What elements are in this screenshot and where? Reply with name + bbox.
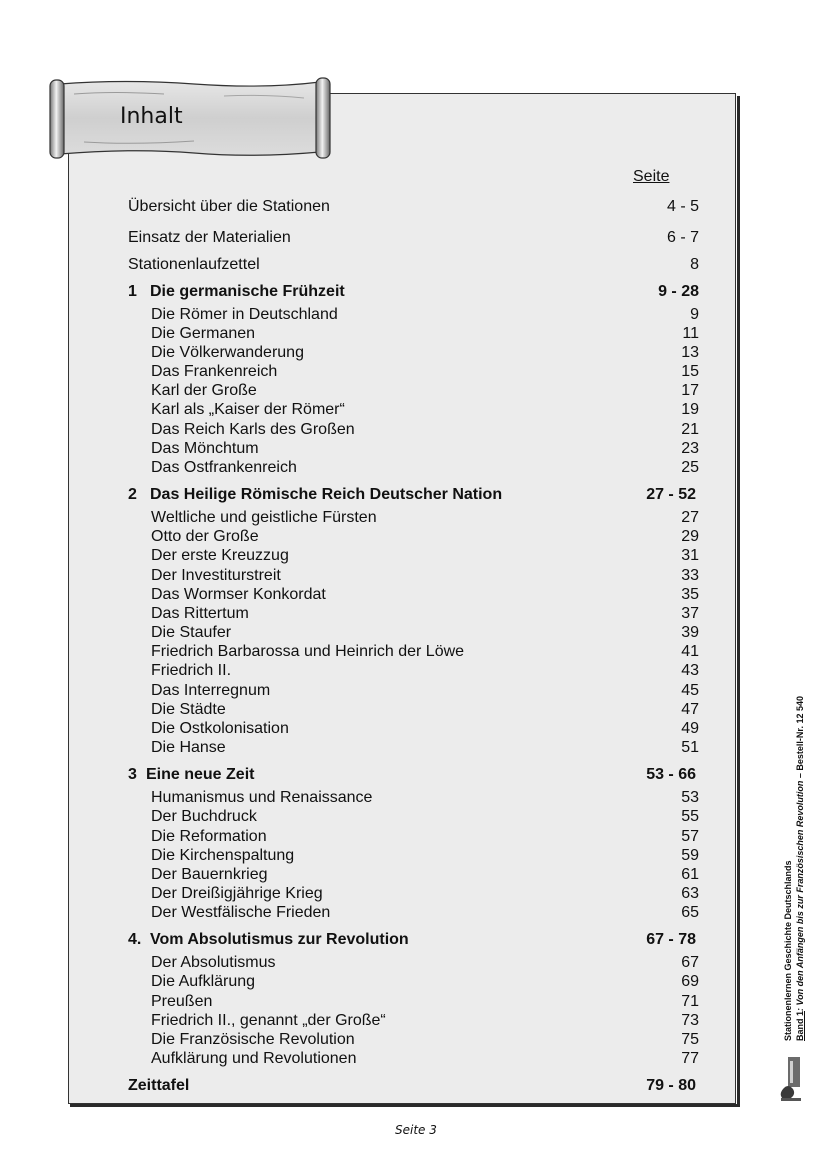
toc-entry-title: Friedrich Barbarossa und Heinrich der Löwe [151,643,465,660]
toc-row[interactable] [0,865,827,885]
toc-entry-title: Aufklärung und Revolutionen [151,1050,357,1067]
toc-entry-page: 67 [681,954,699,971]
toc-entry-page: 37 [681,605,699,622]
title-scroll-banner [44,76,336,162]
chapter-heading[interactable] [0,930,827,950]
toc-row[interactable] [0,400,827,420]
toc-entry-page: 4 - 5 [666,198,699,215]
toc-row[interactable] [0,827,827,847]
toc-row[interactable] [0,903,827,923]
toc-row[interactable] [0,585,827,605]
toc-entry-title: Humanismus und Renaissance [151,789,373,806]
toc-row[interactable] [0,992,827,1012]
chapter-heading[interactable] [0,485,827,505]
toc-entry-title: Der Bauernkrieg [151,866,268,883]
toc-entry-page: 33 [681,567,699,584]
toc-row[interactable] [0,719,827,739]
zeittafel-title: Zeittafel [128,1077,190,1094]
toc-row[interactable] [0,420,827,440]
chapter-heading[interactable] [0,765,827,785]
panel-shadow-bottom [70,1104,740,1107]
toc-entry-page: 17 [681,382,699,399]
toc-row[interactable] [0,788,827,808]
toc-entry-page: 41 [681,643,699,660]
toc-entry-title: Die Reformation [151,828,267,845]
toc-entry-title: Das Frankenreich [151,363,278,380]
toc-entry-page: 45 [681,682,699,699]
toc-entry-page: 27 [681,509,699,526]
toc-row[interactable] [0,681,827,701]
toc-row[interactable] [0,228,827,248]
toc-entry-page: 9 [690,306,699,323]
toc-entry-page: 35 [681,586,699,603]
chapter-title: Die germanische Frühzeit [150,283,345,300]
toc-entry-page: 69 [681,973,699,990]
chapter-pages: 9 - 28 [658,283,699,300]
toc-entry-title: Die Germanen [151,325,256,342]
toc-entry-title: Friedrich II. [151,662,232,679]
toc-entry-title: Einsatz der Materialien [128,229,291,246]
toc-row[interactable] [0,700,827,720]
chapter-pages: 67 - 78 [646,931,696,948]
toc-entry-title: Der erste Kreuzzug [151,547,289,564]
toc-entry-title: Preußen [151,993,213,1010]
toc-entry-page: 51 [681,739,699,756]
toc-row[interactable] [0,807,827,827]
toc-entry-page: 57 [681,828,699,845]
toc-entry-page: 47 [681,701,699,718]
toc-row[interactable] [0,1049,827,1069]
toc-entry-title: Karl als „Kaiser der Römer“ [151,401,345,418]
toc-row[interactable] [0,953,827,973]
toc-entry-page: 21 [681,421,699,438]
toc-entry-page: 75 [681,1031,699,1048]
toc-entry-title: Der Investiturstreit [151,567,281,584]
toc-row[interactable] [0,305,827,325]
toc-entry-title: Der Buchdruck [151,808,257,825]
sidebar-credit [776,655,816,1045]
toc-entry-title: Die Städte [151,701,226,718]
toc-entry-page: 65 [681,904,699,921]
toc-entry-title: Der Westfälische Frieden [151,904,331,921]
page-number: Seite 3 [395,1123,437,1137]
series-title: Stationenlernen Geschichte Deutschlands [783,860,793,1041]
toc-entry-page: 77 [681,1050,699,1067]
toc-entry-title: Die Staufer [151,624,232,641]
page-column-header: Seite [633,168,670,185]
toc-entry-page: 6 - 7 [666,229,699,246]
toc-row[interactable] [0,255,827,275]
publisher-logo [780,1055,802,1105]
toc-entry-title: Otto der Große [151,528,259,545]
chapter-number: 4. [128,931,142,948]
toc-entry-title: Die Aufklärung [151,973,256,990]
toc-entry-title: Übersicht über die Stationen [128,198,330,215]
toc-entry-page: 55 [681,808,699,825]
chapter-number: 2 [128,486,137,503]
toc-row[interactable] [0,1030,827,1050]
band-line [794,696,806,1041]
chapter-title: Vom Absolutismus zur Revolution [150,931,409,948]
toc-entry-title: Das Interregnum [151,682,271,699]
toc-entry-title: Die Völkerwanderung [151,344,304,361]
toc-entry-title: Die Hanse [151,739,226,756]
toc-row[interactable] [0,362,827,382]
toc-row[interactable] [0,343,827,363]
toc-row[interactable] [0,884,827,904]
toc-entry-page: 11 [682,325,699,342]
toc-entry-page: 8 [690,256,699,273]
toc-entry-title: Die Römer in Deutschland [151,306,338,323]
page-title: Inhalt [120,104,183,129]
toc-entry-title: Die Ostkolonisation [151,720,289,737]
toc-entry-page: 49 [681,720,699,737]
toc-entry-title: Das Mönchtum [151,440,259,457]
chapter-pages: 27 - 52 [646,486,696,503]
toc-entry-page: 43 [681,662,699,679]
toc-entry-title: Karl der Große [151,382,257,399]
chapter-heading[interactable] [0,282,827,302]
toc-entry-page: 31 [681,547,699,564]
toc-entry-page: 19 [681,401,699,418]
chapter-pages: 53 - 66 [646,766,696,783]
toc-entry-title: Weltliche und geistliche Fürsten [151,509,377,526]
toc-row[interactable] [0,604,827,624]
toc-entry-page: 13 [681,344,699,361]
band-separator: – [795,773,805,779]
toc-row[interactable] [0,661,827,681]
toc-entry-page: 23 [681,440,699,457]
band-label: Band 1 [795,1010,805,1041]
chapter-number: 1 [128,283,137,300]
toc-row[interactable] [0,566,827,586]
toc-row[interactable] [0,439,827,459]
toc-row[interactable] [0,324,827,344]
toc-entry-page: 63 [681,885,699,902]
toc-row[interactable] [0,623,827,643]
toc-entry-title: Friedrich II., genannt „der Große“ [151,1012,386,1029]
toc-entry-page: 53 [681,789,699,806]
toc-entry-title: Das Wormser Konkordat [151,586,326,603]
toc-row[interactable] [0,527,827,547]
toc-entry-page: 15 [681,363,699,380]
band-title: : Von den Anfängen bis zur Französischen Revolution [795,780,805,1011]
chapter-heading[interactable] [0,1076,827,1096]
toc-entry-title: Die Kirchenspaltung [151,847,295,864]
toc-entry-page: 71 [681,993,699,1010]
toc-entry-title: Die Französische Revolution [151,1031,355,1048]
toc-row[interactable] [0,508,827,528]
toc-entry-page: 39 [681,624,699,641]
toc-row[interactable] [0,197,827,217]
toc-entry-page: 29 [681,528,699,545]
toc-entry-page: 25 [681,459,699,476]
zeittafel-pages: 79 - 80 [646,1077,696,1094]
toc-entry-title: Das Ostfrankenreich [151,459,297,476]
toc-row[interactable] [0,1011,827,1031]
toc-entry-title: Das Reich Karls des Großen [151,421,355,438]
toc-row[interactable] [0,546,827,566]
toc-entry-page: 59 [681,847,699,864]
chapter-number: 3 [128,766,137,783]
toc-row[interactable] [0,738,827,758]
chapter-title: Eine neue Zeit [146,766,255,783]
order-number: Bestell-Nr. 12 540 [795,696,805,771]
toc-row[interactable] [0,972,827,992]
toc-row[interactable] [0,642,827,662]
toc-entry-title: Der Absolutismus [151,954,276,971]
toc-row[interactable] [0,458,827,478]
toc-row[interactable] [0,381,827,401]
toc-row[interactable] [0,846,827,866]
chapter-title: Das Heilige Römische Reich Deutscher Nation [150,486,503,503]
toc-entry-page: 73 [681,1012,699,1029]
toc-entry-page: 61 [681,866,699,883]
toc-entry-title: Der Dreißigjährige Krieg [151,885,323,902]
toc-entry-title: Das Rittertum [151,605,249,622]
toc-entry-title: Stationenlaufzettel [128,256,260,273]
